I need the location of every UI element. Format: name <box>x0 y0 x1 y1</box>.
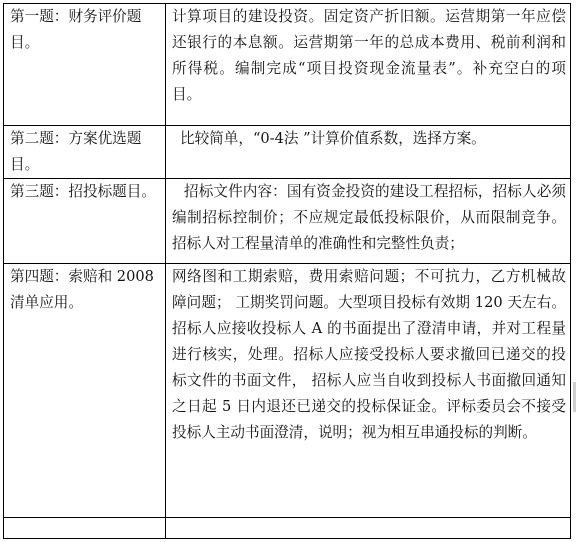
empty-cell <box>166 518 571 539</box>
table-row <box>4 179 571 264</box>
question-content-cell: 招标文件内容：国有资金投资的建设工程招标，招标人必须编制招标控制价；不应规定最低投标限价，从而限制竞争。招标人对工程量清单的准确性和完整性负责； <box>166 179 571 264</box>
question-title-cell: 第一题：财务评价题目。 <box>4 4 166 126</box>
table-row <box>4 4 571 126</box>
empty-cell <box>4 518 166 539</box>
table-row <box>4 126 571 179</box>
question-title-cell: 第四题：索赔和 2008 清单应用。 <box>4 264 166 518</box>
question-content-cell: 网络图和工期索赔，费用索赔问题；不可抗力，乙方机械故障问题； 工期奖罚问题。大型项目投标有效期 120 天左右。招标人应接收投标人 A 的书面提出了澄清申请，并对工程量进行核实，处理。招标人应接受投标人要求撤回已递交的投标文件的书面文件， 招标人应当自收到投标人书面撤回通知之日起 5 日内退还已递交的投标保证金。评标委员会不接受投标人主动书面澄清，说明；视为相互串通投标的判断。 <box>166 264 571 518</box>
table-row <box>4 264 571 518</box>
question-content-cell: 比较简单，“0-4法 ”计算价值系数，选择方案。 <box>166 126 571 179</box>
table-row-empty <box>4 518 571 539</box>
question-content-cell: 计算项目的建设投资。固定资产折旧额。运营期第一年应偿还银行的本息额。运营期第一年的总成本费用、税前利润和所得税。编制完成“项目投资现金流量表”。补充空白的项目。 <box>166 4 571 126</box>
question-title-cell: 第二题：方案优选题目。 <box>4 126 166 179</box>
exam-question-table <box>3 3 571 539</box>
question-title-cell: 第三题：招投标题目。 <box>4 179 166 264</box>
